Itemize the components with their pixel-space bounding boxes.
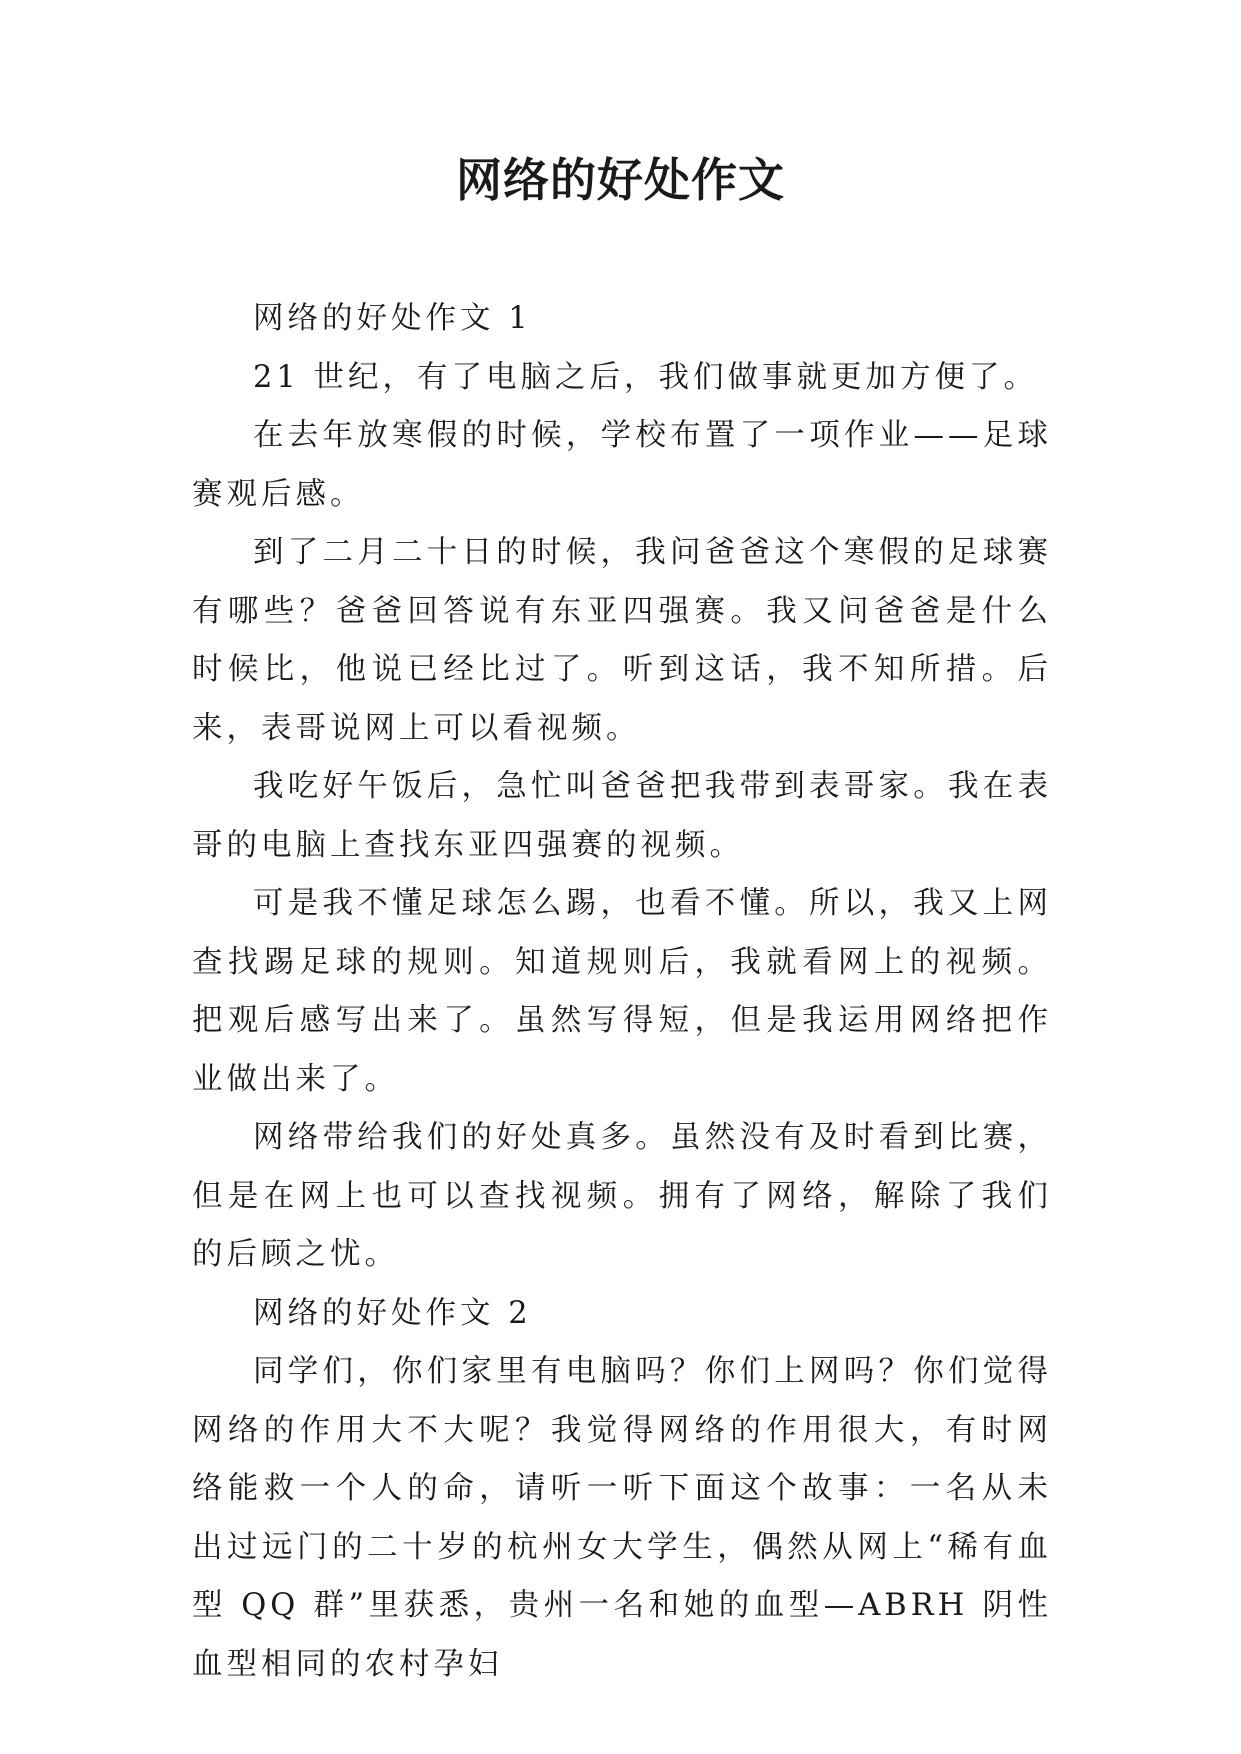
paragraph: 到了二月二十日的时候，我问爸爸这个寒假的足球赛有哪些？爸爸回答说有东亚四强赛。我又问爸爸是什么时候比，他说已经比过了。听到这话，我不知所措。后来，表哥说网上可以看视频。 [192,535,1052,746]
section-heading-1: 网络的好处作文 1 [253,301,532,336]
document-title: 网络的好处作文 [456,153,785,207]
paragraph: 可是我不懂足球怎么踢，也看不懂。所以，我又上网查找踢足球的规则。知道规则后，我就看网上的视频。把观后感写出来了。虽然写得短，但是我运用网络把作业做出来了。 [192,886,1052,1097]
paragraph: 21 世纪，有了电脑之后，我们做事就更加方便了。 [253,359,1039,395]
document-body [192,290,1052,1694]
section-heading-2: 网络的好处作文 2 [253,1295,532,1331]
paragraph: 网络带给我们的好处真多。虽然没有及时看到比赛，但是在网上也可以查找视频。拥有了网络，解除了我们的后顾之忧。 [192,1120,1052,1272]
paragraph: 同学们，你们家里有电脑吗？你们上网吗？你们觉得网络的作用大不大呢？我觉得网络的作用很大，有时网络能救一个人的命，请听一听下面这个故事：一名从未出过远门的二十岁的杭州女大学生，偶然从网上“稀有血型 QQ 群”里获悉，贵州一名和她的血型—ABRH 阴性血型相同的农村孕妇 [192,1354,1052,1682]
paragraph: 在去年放寒假的时候，学校布置了一项作业——足球赛观后感。 [192,418,1052,512]
paragraph: 我吃好午饭后，急忙叫爸爸把我带到表哥家。我在表哥的电脑上查找东亚四强赛的视频。 [192,769,1052,863]
